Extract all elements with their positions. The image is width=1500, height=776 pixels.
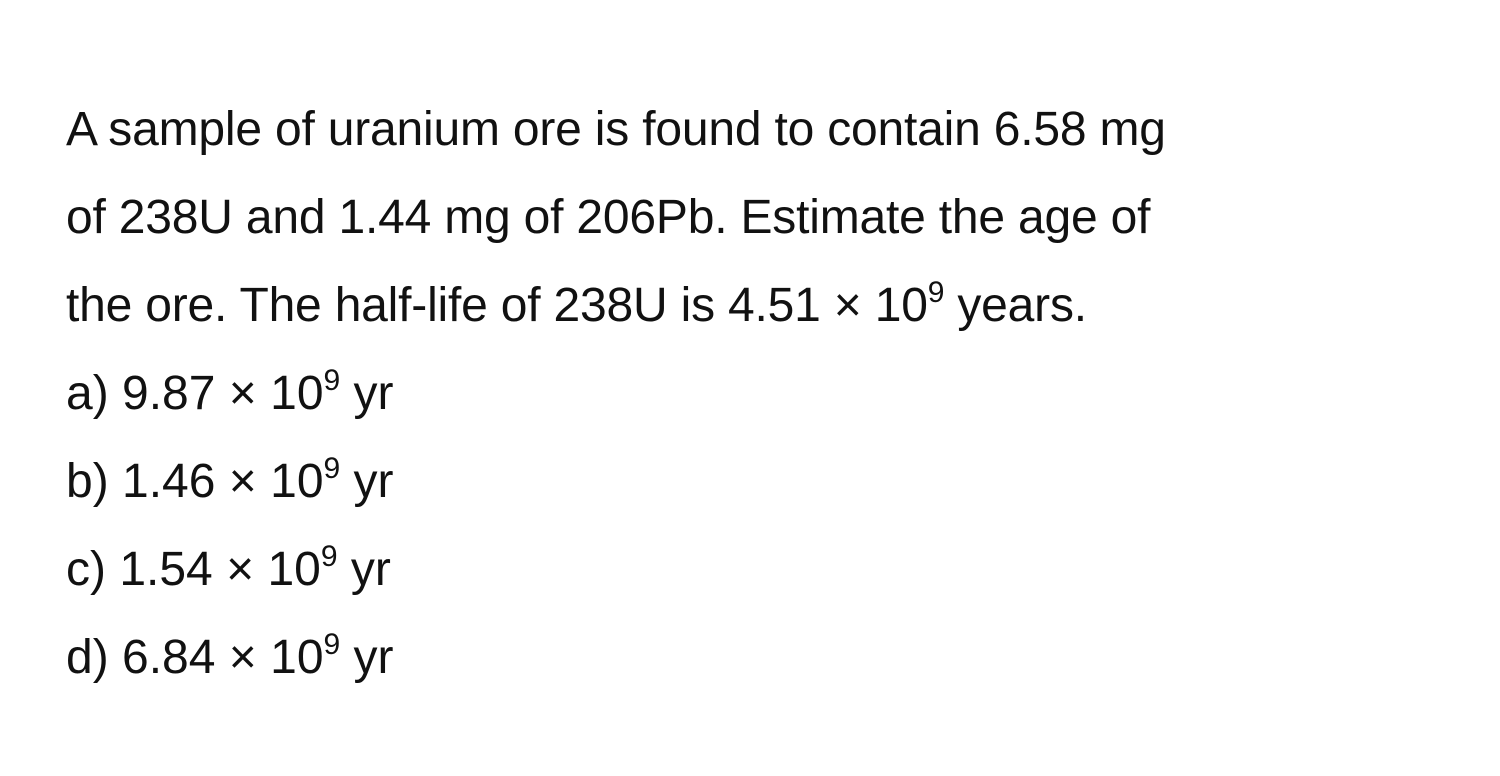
option-c-unit: yr: [337, 543, 391, 596]
option-a-exponent: 9: [323, 364, 341, 397]
question-text: [66, 86, 1466, 350]
option-d-text: d) 6.84 × 10: [66, 631, 324, 684]
question-line-1: A sample of uranium ore is found to contain 6.58 mg: [66, 103, 1166, 156]
answer-options: [66, 350, 1466, 702]
option-b-exponent: 9: [323, 452, 341, 485]
question-line-3-suffix: years.: [944, 279, 1087, 332]
option-d[interactable]: [66, 614, 1466, 702]
option-b[interactable]: [66, 438, 1466, 526]
option-c-exponent: 9: [320, 540, 338, 573]
option-d-exponent: 9: [323, 628, 341, 661]
option-a-unit: yr: [340, 367, 394, 420]
option-a[interactable]: [66, 350, 1466, 438]
option-c-text: c) 1.54 × 10: [66, 543, 321, 596]
option-d-unit: yr: [340, 631, 394, 684]
question-line-3-prefix: the ore. The half-life of 238U is 4.51 × 10: [66, 279, 928, 332]
option-b-unit: yr: [340, 455, 394, 508]
option-a-text: a) 9.87 × 10: [66, 367, 324, 420]
option-c[interactable]: [66, 526, 1466, 614]
option-b-text: b) 1.46 × 10: [66, 455, 324, 508]
question-line-3: [66, 276, 1087, 332]
question-block: [66, 86, 1466, 702]
question-line-3-exponent: 9: [927, 276, 945, 309]
question-line-2: of 238U and 1.44 mg of 206Pb. Estimate the age of: [66, 191, 1151, 244]
